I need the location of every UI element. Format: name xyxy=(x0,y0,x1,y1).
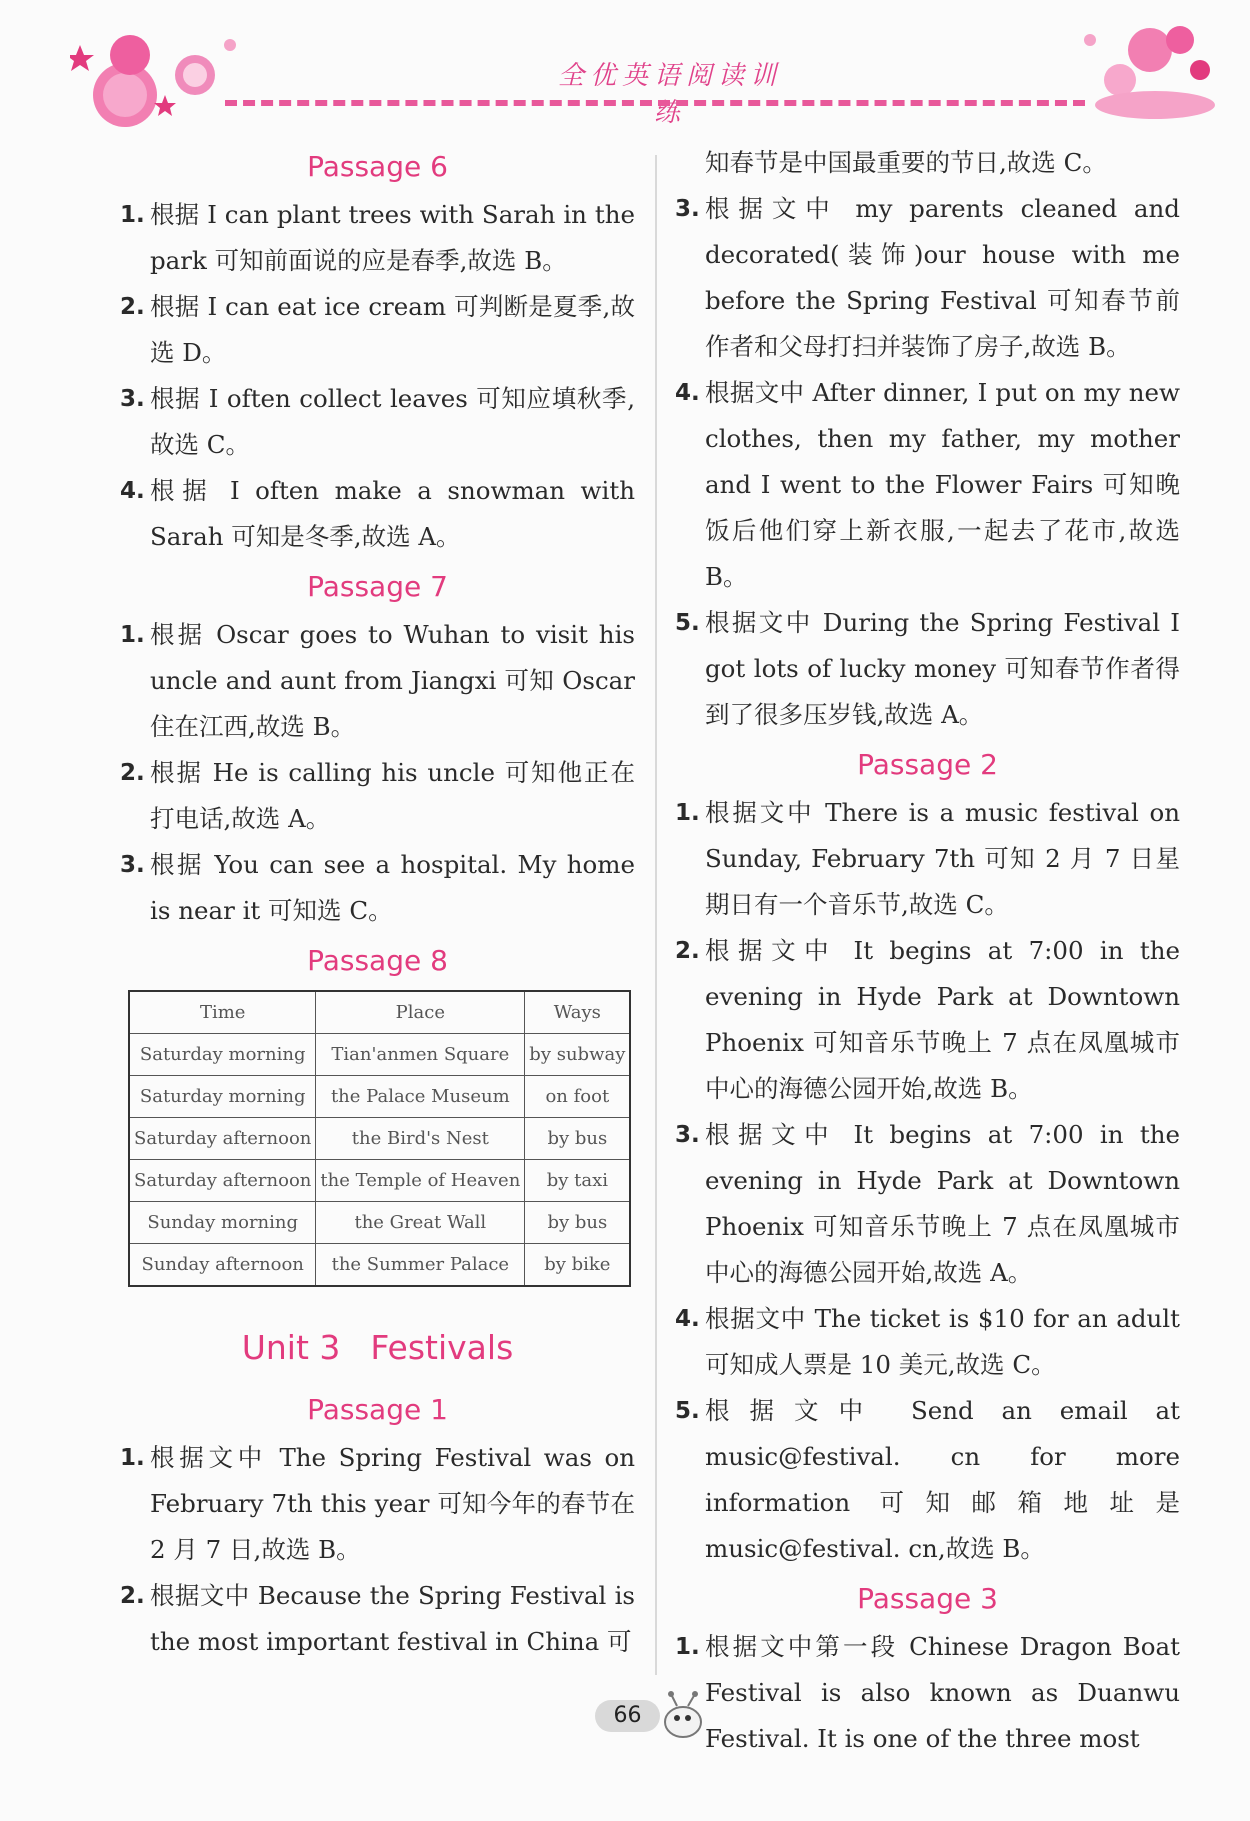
list-item: 1. 根据文中 There is a music festival on Sunday, February 7th 可知 2 月 7 日星期日有一个音乐节,故选 C。 xyxy=(675,798,1180,919)
page-header xyxy=(0,0,1250,140)
table-row xyxy=(129,1160,630,1202)
list-item: 4. 根据文中 The ticket is $10 for an adult 可知成人票是 10 美元,故选 C。 xyxy=(675,1304,1180,1379)
table-cell: Saturday morning xyxy=(129,1034,316,1076)
unit-title xyxy=(120,1313,635,1383)
table-cell: Tian'anmen Square xyxy=(316,1034,525,1076)
column-divider xyxy=(655,155,657,1675)
bee-mascot-icon xyxy=(655,1688,710,1743)
table-cell: by bus xyxy=(525,1118,631,1160)
table-cell: Sunday afternoon xyxy=(129,1244,316,1287)
table-cell: Saturday afternoon xyxy=(129,1160,316,1202)
table-cell: the Great Wall xyxy=(316,1202,525,1244)
list-item: 1. 根据 I can plant trees with Sarah in the park 可知前面说的应是春季,故选 B。 xyxy=(120,200,635,275)
table-row xyxy=(129,1118,630,1160)
table-row xyxy=(129,1034,630,1076)
list-item: 4. 根据文中 After dinner, I put on my new clothes, then my father, my mother and I went to the Flower Fairs 可知晚饭后他们穿上新衣服,一起去了花市,故选 B。 xyxy=(675,378,1180,591)
table-cell: the Temple of Heaven xyxy=(316,1160,525,1202)
snowman-decoration-icon xyxy=(70,15,270,130)
list-item: 3. 根据文中 It begins at 7:00 in the evening in Hyde Park at Downtown Phoenix 可知音乐节晚上 7 点在凤凰城市中心的海德公园开始,故选 A。 xyxy=(675,1120,1180,1287)
table-cell: by taxi xyxy=(525,1160,631,1202)
table-cell: the Palace Museum xyxy=(316,1076,525,1118)
list-item: 5. 根据文中 Send an email at music@festival. cn for more information 可知邮箱地址是 music@festival. cn,故选 B。 xyxy=(675,1396,1180,1563)
table-cell: by subway xyxy=(525,1034,631,1076)
table-cell: Saturday morning xyxy=(129,1076,316,1118)
table-row xyxy=(129,1076,630,1118)
passage-2-title: Passage 2 xyxy=(857,748,998,781)
table-row xyxy=(129,1244,630,1287)
list-item: 2. 根据文中 Because the Spring Festival is the most important festival in China 可 xyxy=(120,1581,635,1656)
list-item: 1. 根据文中 The Spring Festival was on February 7th this year 可知今年的春节在 2 月 7 日,故选 B。 xyxy=(120,1443,635,1564)
list-item-continuation: 知春节是中国最重要的节日,故选 C。 xyxy=(705,148,1107,177)
table-header: Time xyxy=(129,991,316,1034)
table-header: Ways xyxy=(525,991,631,1034)
list-item: 3. 根据 I often collect leaves 可知应填秋季,故选 C。 xyxy=(120,384,635,459)
passage-8-title: Passage 8 xyxy=(307,944,448,977)
passage-7-title: Passage 7 xyxy=(307,570,448,603)
unit-name: Festivals xyxy=(370,1328,514,1367)
table-row xyxy=(129,1202,630,1244)
right-column xyxy=(675,140,1180,1762)
list-item: 2. 根据 He is calling his uncle 可知他正在打电话,故选 A。 xyxy=(120,758,635,833)
schedule-table xyxy=(128,990,631,1287)
list-item: 2. 根据 I can eat ice cream 可判断是夏季,故选 D。 xyxy=(120,292,635,367)
list-item: 3. 根据文中 my parents cleaned and decorated(装饰)our house with me before the Spring Festival 可知春节前作者和父母打扫并装饰了房子,故选 B。 xyxy=(675,194,1180,361)
list-item: 2. 根据文中 It begins at 7:00 in the evening in Hyde Park at Downtown Phoenix 可知音乐节晚上 7 点在凤凰城市中心的海德公园开始,故选 B。 xyxy=(675,936,1180,1103)
header-title: 全优英语阅读训练 xyxy=(557,61,782,128)
list-item: 1. 根据文中第一段 Chinese Dragon Boat Festival is also known as Duanwu Festival. It is one of the three most xyxy=(675,1632,1180,1753)
passage-6-title: Passage 6 xyxy=(307,150,448,183)
passage-3-title: Passage 3 xyxy=(857,1582,998,1615)
header-divider xyxy=(225,100,1085,106)
passage-1-title: Passage 1 xyxy=(307,1393,448,1426)
flower-decoration-icon xyxy=(1060,10,1230,125)
list-item: 4. 根据 I often make a snowman with Sarah 可知是冬季,故选 A。 xyxy=(120,476,635,551)
unit-label: Unit 3 xyxy=(241,1328,341,1367)
table-cell: the Bird's Nest xyxy=(316,1118,525,1160)
table-header: Place xyxy=(316,991,525,1034)
table-cell: by bus xyxy=(525,1202,631,1244)
table-cell: Sunday morning xyxy=(129,1202,316,1244)
page-number: 66 xyxy=(595,1700,660,1732)
table-header-row xyxy=(129,991,630,1034)
list-item: 5. 根据文中 During the Spring Festival I got lots of lucky money 可知春节作者得到了很多压岁钱,故选 A。 xyxy=(675,608,1180,729)
table-cell: the Summer Palace xyxy=(316,1244,525,1287)
left-column xyxy=(120,140,635,1665)
list-item: 3. 根据 You can see a hospital. My home is near it 可知选 C。 xyxy=(120,850,635,925)
table-cell: Saturday afternoon xyxy=(129,1118,316,1160)
table-cell: by bike xyxy=(525,1244,631,1287)
list-item: 1. 根据 Oscar goes to Wuhan to visit his uncle and aunt from Jiangxi 可知 Oscar 住在江西,故选 B。 xyxy=(120,620,635,741)
table-cell: on foot xyxy=(525,1076,631,1118)
